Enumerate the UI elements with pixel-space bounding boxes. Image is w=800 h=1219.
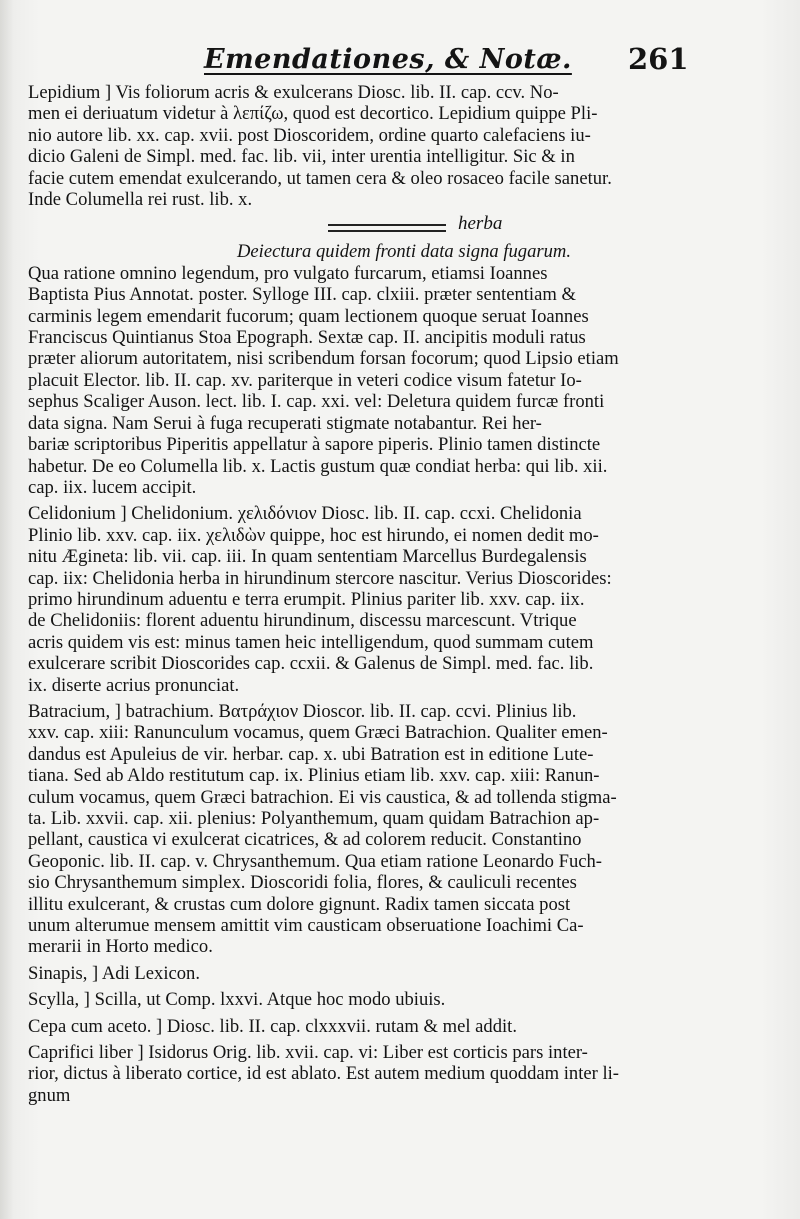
text-line: Baptista Pius Annotat. poster. Sylloge III. cap. clxiii. præter sententiam & xyxy=(28,284,576,306)
text-line: gnum xyxy=(28,1084,71,1106)
text-line: unum alterumue mensem amittit vim causticam obseruatione Ioachimi Ca- xyxy=(28,915,584,937)
text-line: nio autore lib. xx. cap. xvii. post Dioscoridem, ordine quarto calefaciens iu- xyxy=(28,124,591,146)
quotation-ornament xyxy=(28,215,780,241)
text-line: Plinio lib. xxv. cap. iix. χελιδὼν quippe, hoc est hirundo, ei nomen dedit mo- xyxy=(28,524,599,546)
text-line: Caprifici liber ] Isidorus Orig. lib. xvii. cap. vi: Liber est corticis pars inter- xyxy=(28,1042,588,1064)
text-line: culum vocamus, quem Græci batrachion. Ei vis caustica, & ad tollenda stigma- xyxy=(28,786,617,808)
text-line: Scylla, ] Scilla, ut Comp. lxxvi. Atque hoc modo ubiuis. xyxy=(28,989,446,1011)
text-line: de Chelidoniis: florent aduentu hirundinum, discessu marcescunt. Vtrique xyxy=(28,610,577,632)
text-line: sio Chrysanthemum simplex. Dioscoridi folia, flores, & cauliculi recentes xyxy=(28,872,577,894)
text-line: Cepa cum aceto. ] Diosc. lib. II. cap. clxxxvii. rutam & mel addit. xyxy=(28,1015,517,1037)
text-line: Franciscus Quintianus Stoa Epograph. Sextæ cap. II. ancipitis moduli ratus xyxy=(28,327,586,349)
page-header xyxy=(28,44,780,76)
text-line: Qua ratione omnino legendum, pro vulgato furcarum, etiamsi Ioannes xyxy=(28,262,548,284)
text-line: Celidonium ] Chelidonium. χελιδόνιον Diosc. lib. II. cap. ccxi. Chelidonia xyxy=(28,503,582,525)
text-line: præter aliorum autoritatem, nisi scribendum forsan focorum; quod Lipsio etiam xyxy=(28,348,619,370)
text-line: sephus Scaliger Auson. lect. lib. I. cap. xxi. vel: Deletura quidem furcæ fronti xyxy=(28,391,605,413)
text-line: Batracium, ] batrachium. Βατράχιον Dioscor. lib. II. cap. ccvi. Plinius lib. xyxy=(28,700,577,722)
paragraph xyxy=(28,963,780,984)
text-line: rior, dictus à liberato cortice, id est ablato. Est autem medium quoddam inter li- xyxy=(28,1063,619,1085)
text-line: illitu exulcerant, & crustas cum dolore gignunt. Radix tamen siccata post xyxy=(28,893,571,915)
text-line: cap. iix: Chelidonia herba in hirundinum stercore nascitur. Verius Dioscorides: xyxy=(28,567,612,589)
paragraph xyxy=(28,215,780,498)
text-line: ix. diserte acrius pronunciat. xyxy=(28,674,240,696)
text-line: xxv. cap. xiii: Ranunculum vocamus, quem Græci Batrachion. Qualiter emen- xyxy=(28,722,608,744)
text-line: ta. Lib. xxvii. cap. xii. plenius: Polyanthemum, quam quidam Batrachion ap- xyxy=(28,808,600,829)
paragraph xyxy=(28,1042,780,1106)
text-line: nitu Ægineta: lib. vii. cap. iii. In quam sententiam Marcellus Burdegalensis xyxy=(28,546,587,568)
text-line: tiana. Sed ab Aldo restitutum cap. ix. Plinius etiam lib. xxv. cap. xiii: Ranun- xyxy=(28,765,600,787)
paragraph xyxy=(28,1016,780,1037)
text-line: primo hirundinum aduentu e terra erumpit. Plinius pariter lib. xxv. cap. iix. xyxy=(28,588,585,610)
running-head: Emendationes, & Notæ. xyxy=(204,44,572,75)
text-line: Lepidium ] Vis foliorum acris & exulcerans Diosc. lib. II. cap. ccv. No- xyxy=(28,82,559,103)
text-line: dandus est Apuleius de vir. herbar. cap. x. ubi Batration est in editione Lute- xyxy=(28,743,594,765)
text-line: carminis legem emendarit fucorum; quam lectionem quoque seruat Ioannes xyxy=(28,305,589,327)
text-line: pellant, caustica vi exulcerat cicatrices, & ad colorem reducit. Constantino xyxy=(28,829,582,851)
text-line: men ei deriuatum videtur à λεπίζω, quod est decortico. Lepidium quippe Pli- xyxy=(28,103,598,125)
text-line: merarii in Horto medico. xyxy=(28,936,213,958)
text-line: Sinapis, ] Adi Lexicon. xyxy=(28,962,200,984)
ornament-rule xyxy=(328,224,446,232)
text-line: facie cutem emendat exulcerando, ut tamen cera & oleo rosaceo facile sanetur. xyxy=(28,167,612,189)
text-line: exulcerare scribit Dioscorides cap. ccxii. & Galenus de Simpl. med. fac. lib. xyxy=(28,653,594,675)
text-line: cap. iix. lucem accipit. xyxy=(28,476,197,498)
text-line: data signa. Nam Serui à fuga recuperati stigmate notabantur. Rei her- xyxy=(28,412,542,434)
text-line: acris quidem vis est: minus tamen heic intelligendum, quod summam cutem xyxy=(28,631,594,653)
paragraph xyxy=(28,82,780,210)
text-line: Inde Columella rei rust. lib. x. xyxy=(28,189,253,211)
text-line: Geoponic. lib. II. cap. v. Chrysanthemum. Qua etiam ratione Leonardo Fuch- xyxy=(28,850,602,872)
page-body xyxy=(28,82,780,1106)
text-line: bariæ scriptoribus Piperitis appellatur à sapore piperis. Plinio tamen distincte xyxy=(28,434,601,456)
page-number: 261 xyxy=(628,42,689,76)
text-line: Deiectura quidem fronti data signa fugarum. xyxy=(237,241,571,263)
text-line: placuit Elector. lib. II. cap. xv. pariterque in veteri codice visum fatetur Io- xyxy=(28,369,582,391)
text-line: habetur. De eo Columella lib. x. Lactis gustum quæ condiat herba: qui lib. xii. xyxy=(28,455,608,477)
ornament-word: herba xyxy=(458,213,503,235)
paragraph xyxy=(28,701,780,958)
paragraph xyxy=(28,503,780,696)
paragraph xyxy=(28,989,780,1010)
text-line: dicio Galeni de Simpl. med. fac. lib. vii, inter urentia intelligitur. Sic & in xyxy=(28,146,575,168)
